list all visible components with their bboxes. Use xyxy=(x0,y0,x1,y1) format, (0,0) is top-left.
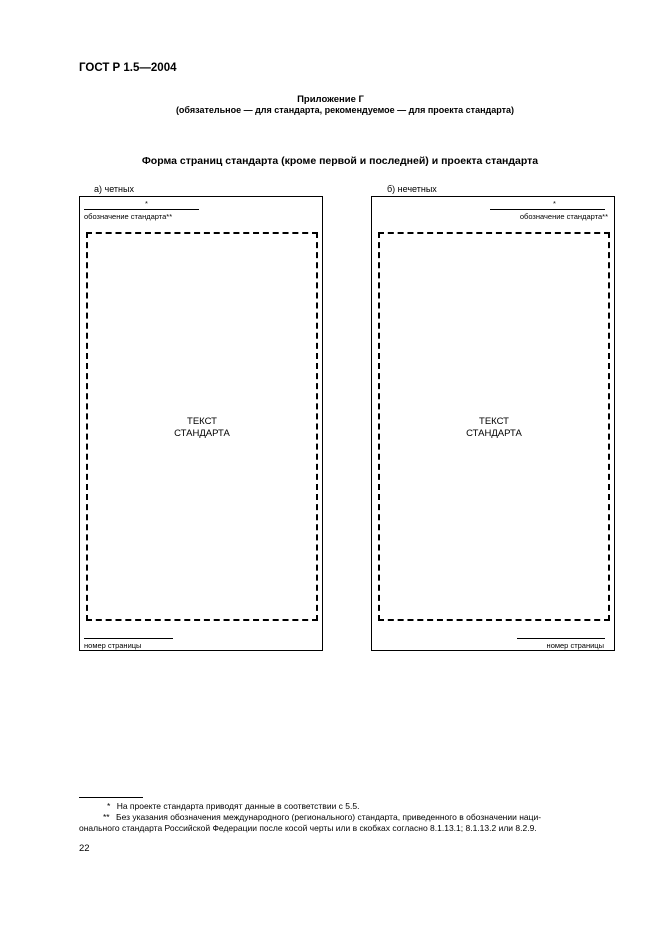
footnote-2-cont-text: онального стандарта Российской Федерации после косой черты или в скобках согласно 8.1.13.1; 8.1.13.2 или 8.2.9. xyxy=(79,823,537,833)
footnote-1 xyxy=(79,801,615,812)
even-designation-rule xyxy=(84,209,199,210)
footnote-1-text: На проекте стандарта приводят данные в соответствии с 5.5. xyxy=(116,801,360,811)
footnotes xyxy=(79,801,615,834)
footnote-1-mark: * xyxy=(107,801,111,811)
odd-text-line2: СТАНДАРТА xyxy=(466,428,522,439)
odd-page-frame xyxy=(371,196,615,651)
footnote-2-mark: ** xyxy=(103,812,110,822)
form-title: Форма страниц стандарта (кроме первой и последней) и проекта стандарта xyxy=(141,155,539,167)
even-text-line2: СТАНДАРТА xyxy=(174,428,230,439)
even-mark: * xyxy=(145,199,148,208)
footnote-2 xyxy=(79,812,615,823)
annex-note: (обязательное — для стандарта, рекомендуемое — для проекта стандарта) xyxy=(175,105,515,115)
even-page-number-rule xyxy=(84,638,173,639)
odd-panel-label: б) нечетных xyxy=(387,184,437,194)
even-panel-label: а) четных xyxy=(94,184,134,194)
even-designation: обозначение стандарта** xyxy=(84,212,173,221)
odd-text-line1: ТЕКСТ xyxy=(479,416,509,427)
even-text-area xyxy=(86,232,318,621)
footnote-2-cont xyxy=(79,823,615,834)
annex-title: Приложение Г xyxy=(297,94,364,105)
even-page-number-label: номер страницы xyxy=(84,641,142,650)
odd-page-number-label: номер страницы xyxy=(546,641,604,650)
document-code: ГОСТ Р 1.5—2004 xyxy=(79,62,177,74)
odd-page-number-rule xyxy=(517,638,605,639)
odd-designation: обозначение стандарта** xyxy=(519,212,608,221)
even-page-frame xyxy=(79,196,323,651)
odd-designation-rule xyxy=(490,209,605,210)
footnote-2-text: Без указания обозначения международного (регионального) стандарта, приведенного в обозначении наци- xyxy=(116,812,542,822)
odd-mark: * xyxy=(553,199,556,208)
footnote-rule xyxy=(79,797,143,798)
even-text-line1: ТЕКСТ xyxy=(187,416,217,427)
odd-text-area xyxy=(378,232,610,621)
page-number: 22 xyxy=(79,843,90,854)
